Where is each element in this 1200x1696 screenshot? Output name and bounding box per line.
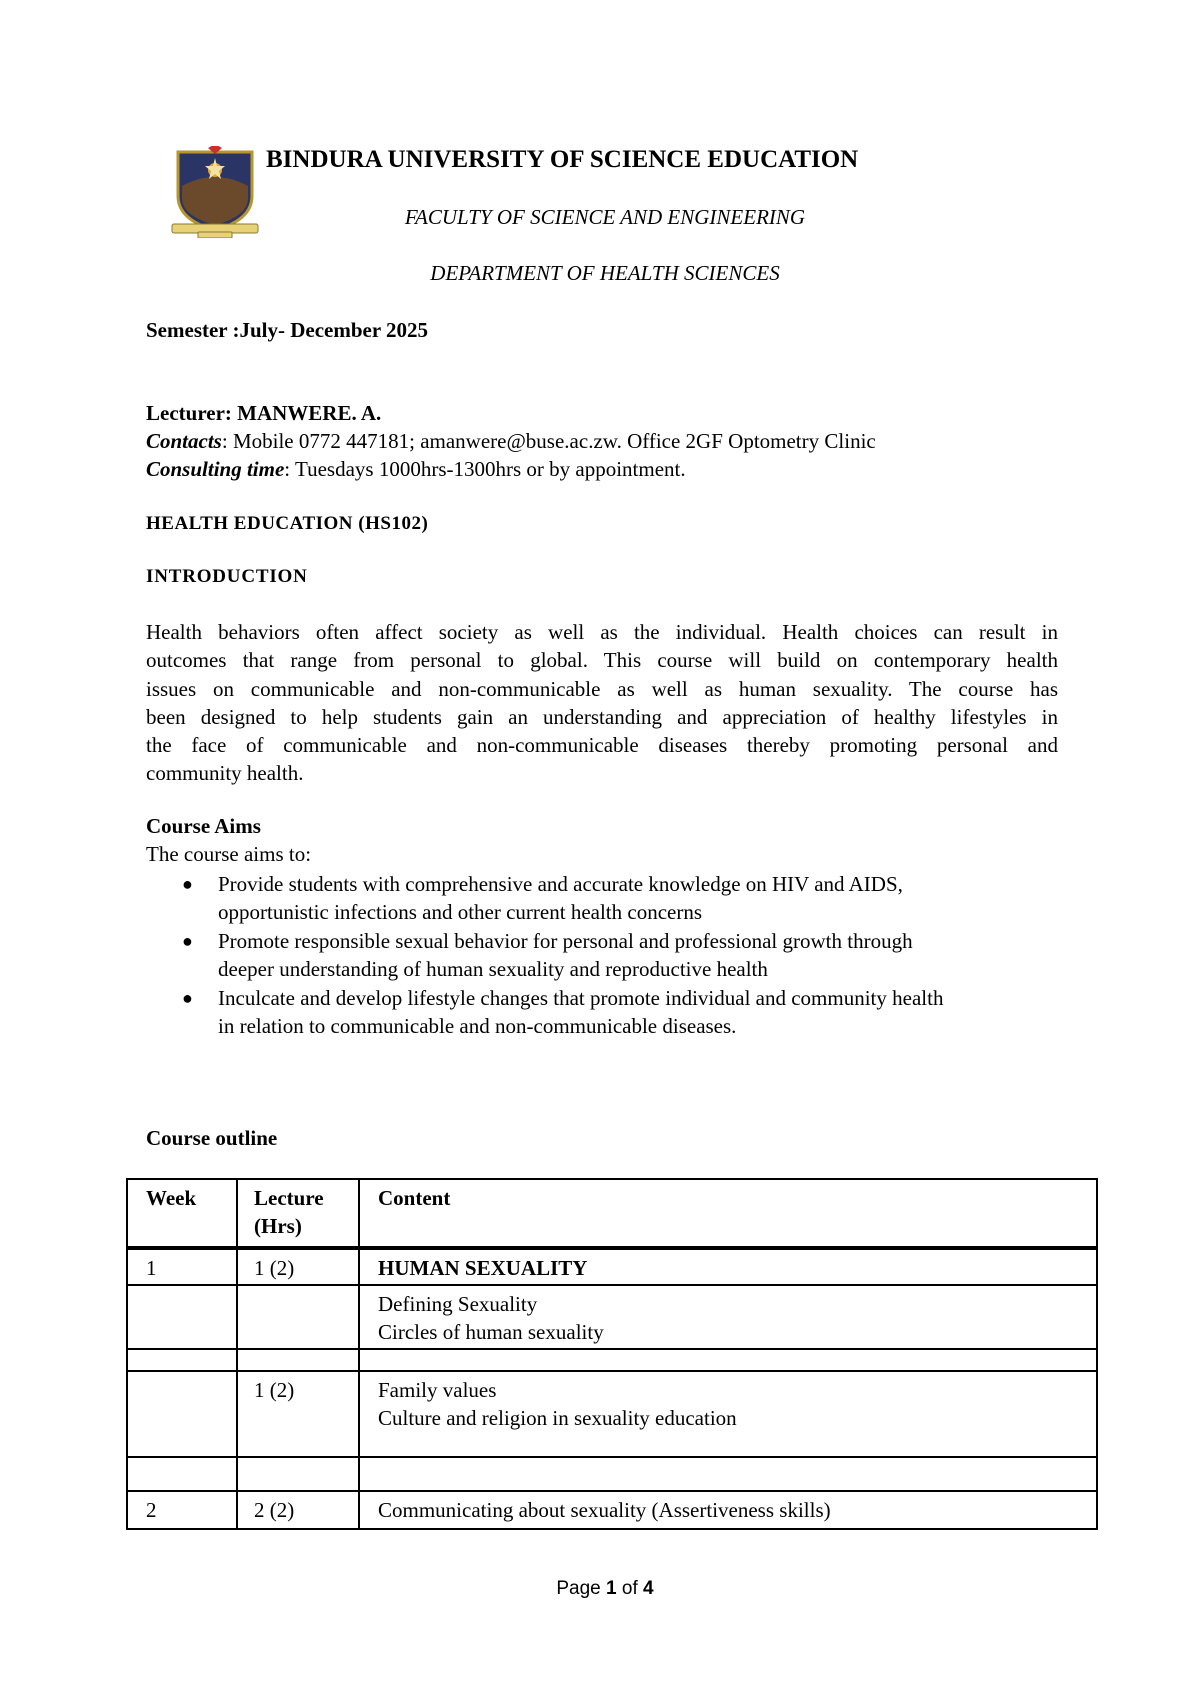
cell-content: Communicating about sexuality (Assertiveness skills)	[359, 1491, 1097, 1529]
lecturer: Lecturer: MANWERE. A.	[146, 401, 382, 425]
aim-item	[146, 870, 1066, 927]
cell-lecture: 1 (2)	[237, 1371, 359, 1457]
cell-lecture: 2 (2)	[237, 1491, 359, 1529]
column-header-lecture-line1: Lecture	[254, 1186, 324, 1210]
cell-week	[127, 1457, 237, 1491]
table-row	[127, 1371, 1097, 1457]
cell-content-line: Family values	[378, 1378, 497, 1402]
table-row	[127, 1248, 1097, 1285]
page-number: 1	[606, 1578, 617, 1599]
page-total: 4	[643, 1578, 654, 1599]
column-header-content: Content	[359, 1179, 1097, 1248]
table-row	[127, 1285, 1097, 1349]
aim-item	[146, 927, 1066, 984]
column-header-lecture-line2: (Hrs)	[254, 1214, 302, 1238]
cell-content-line: Defining Sexuality	[378, 1292, 538, 1316]
page-footer	[0, 1578, 1200, 1600]
course-outline-heading: Course outline	[146, 1126, 278, 1150]
aim-text: opportunistic infections and other current health concerns	[218, 900, 703, 925]
cell-lecture	[237, 1349, 359, 1371]
cell-content	[359, 1285, 1097, 1349]
aim-item	[146, 984, 1066, 1041]
page-label: Page	[556, 1578, 601, 1599]
consulting-text: : Tuesdays 1000hrs-1300hrs or by appointment.	[284, 457, 686, 481]
cell-content-line: Circles of human sexuality	[378, 1320, 604, 1344]
introduction-paragraph	[146, 618, 1058, 788]
intro-line: outcomes that range from personal to global. This course will build on contemporary health	[146, 648, 1058, 673]
cell-lecture: 1 (2)	[237, 1248, 359, 1285]
aim-text: Provide students with comprehensive and accurate knowledge on HIV and AIDS,	[218, 872, 903, 896]
course-aims-heading: Course Aims	[146, 814, 261, 838]
cell-week	[127, 1371, 237, 1457]
table-header-row	[127, 1179, 1097, 1248]
contacts-text: : Mobile 0772 447181; amanwere@buse.ac.zw. Office 2GF Optometry Clinic	[221, 429, 876, 453]
intro-line: been designed to help students gain an understanding and appreciation of healthy lifestyles in	[146, 704, 1058, 729]
consulting-label: Consulting time	[146, 457, 285, 481]
department-name: DEPARTMENT OF HEALTH SCIENCES	[430, 261, 780, 285]
column-header-week: Week	[127, 1179, 237, 1248]
cell-week: 1	[127, 1248, 237, 1285]
aim-text: Promote responsible sexual behavior for personal and professional growth through	[218, 929, 913, 954]
cell-week	[127, 1349, 237, 1371]
table-row	[127, 1491, 1097, 1529]
cell-lecture	[237, 1285, 359, 1349]
bullet-icon: ●	[182, 931, 193, 952]
column-header-lecture	[237, 1179, 359, 1248]
table-row	[127, 1457, 1097, 1491]
cell-week: 2	[127, 1491, 237, 1529]
intro-line: Health behaviors often affect society as well as the individual. Health choices can result in	[146, 620, 1058, 644]
consulting-time	[146, 457, 686, 482]
bullet-icon: ●	[182, 988, 193, 1009]
cell-content	[359, 1371, 1097, 1457]
course-aims-lead: The course aims to:	[146, 842, 312, 866]
course-aims-list	[146, 870, 1066, 1041]
cell-week	[127, 1285, 237, 1349]
intro-line: issues on communicable and non-communicable as well as human sexuality. The course has	[146, 676, 1058, 701]
cell-content	[359, 1457, 1097, 1491]
semester: Semester :July- December 2025	[146, 318, 429, 342]
intro-line: the face of communicable and non-communicable diseases thereby promoting personal and	[146, 733, 1058, 758]
course-code: HEALTH EDUCATION (HS102)	[146, 513, 429, 534]
contacts-label: Contacts	[146, 429, 222, 453]
cell-content: HUMAN SEXUALITY	[359, 1248, 1097, 1285]
aim-text: Inculcate and develop lifestyle changes that promote individual and community health	[218, 986, 944, 1011]
introduction-heading: INTRODUCTION	[146, 566, 308, 587]
cell-content	[359, 1349, 1097, 1371]
university-name: BINDURA UNIVERSITY OF SCIENCE EDUCATION	[266, 146, 859, 173]
course-outline-table	[126, 1178, 1098, 1530]
table-row	[127, 1349, 1097, 1371]
cell-lecture	[237, 1457, 359, 1491]
contacts	[146, 429, 876, 454]
cell-content-line: Culture and religion in sexuality education	[378, 1406, 737, 1430]
of-label: of	[621, 1578, 638, 1599]
aim-text: deeper understanding of human sexuality and reproductive health	[218, 957, 768, 982]
intro-line: community health.	[146, 761, 304, 786]
aim-text: in relation to communicable and non-communicable diseases.	[218, 1014, 737, 1039]
bullet-icon: ●	[182, 874, 193, 894]
faculty-name: FACULTY OF SCIENCE AND ENGINEERING	[404, 205, 806, 229]
